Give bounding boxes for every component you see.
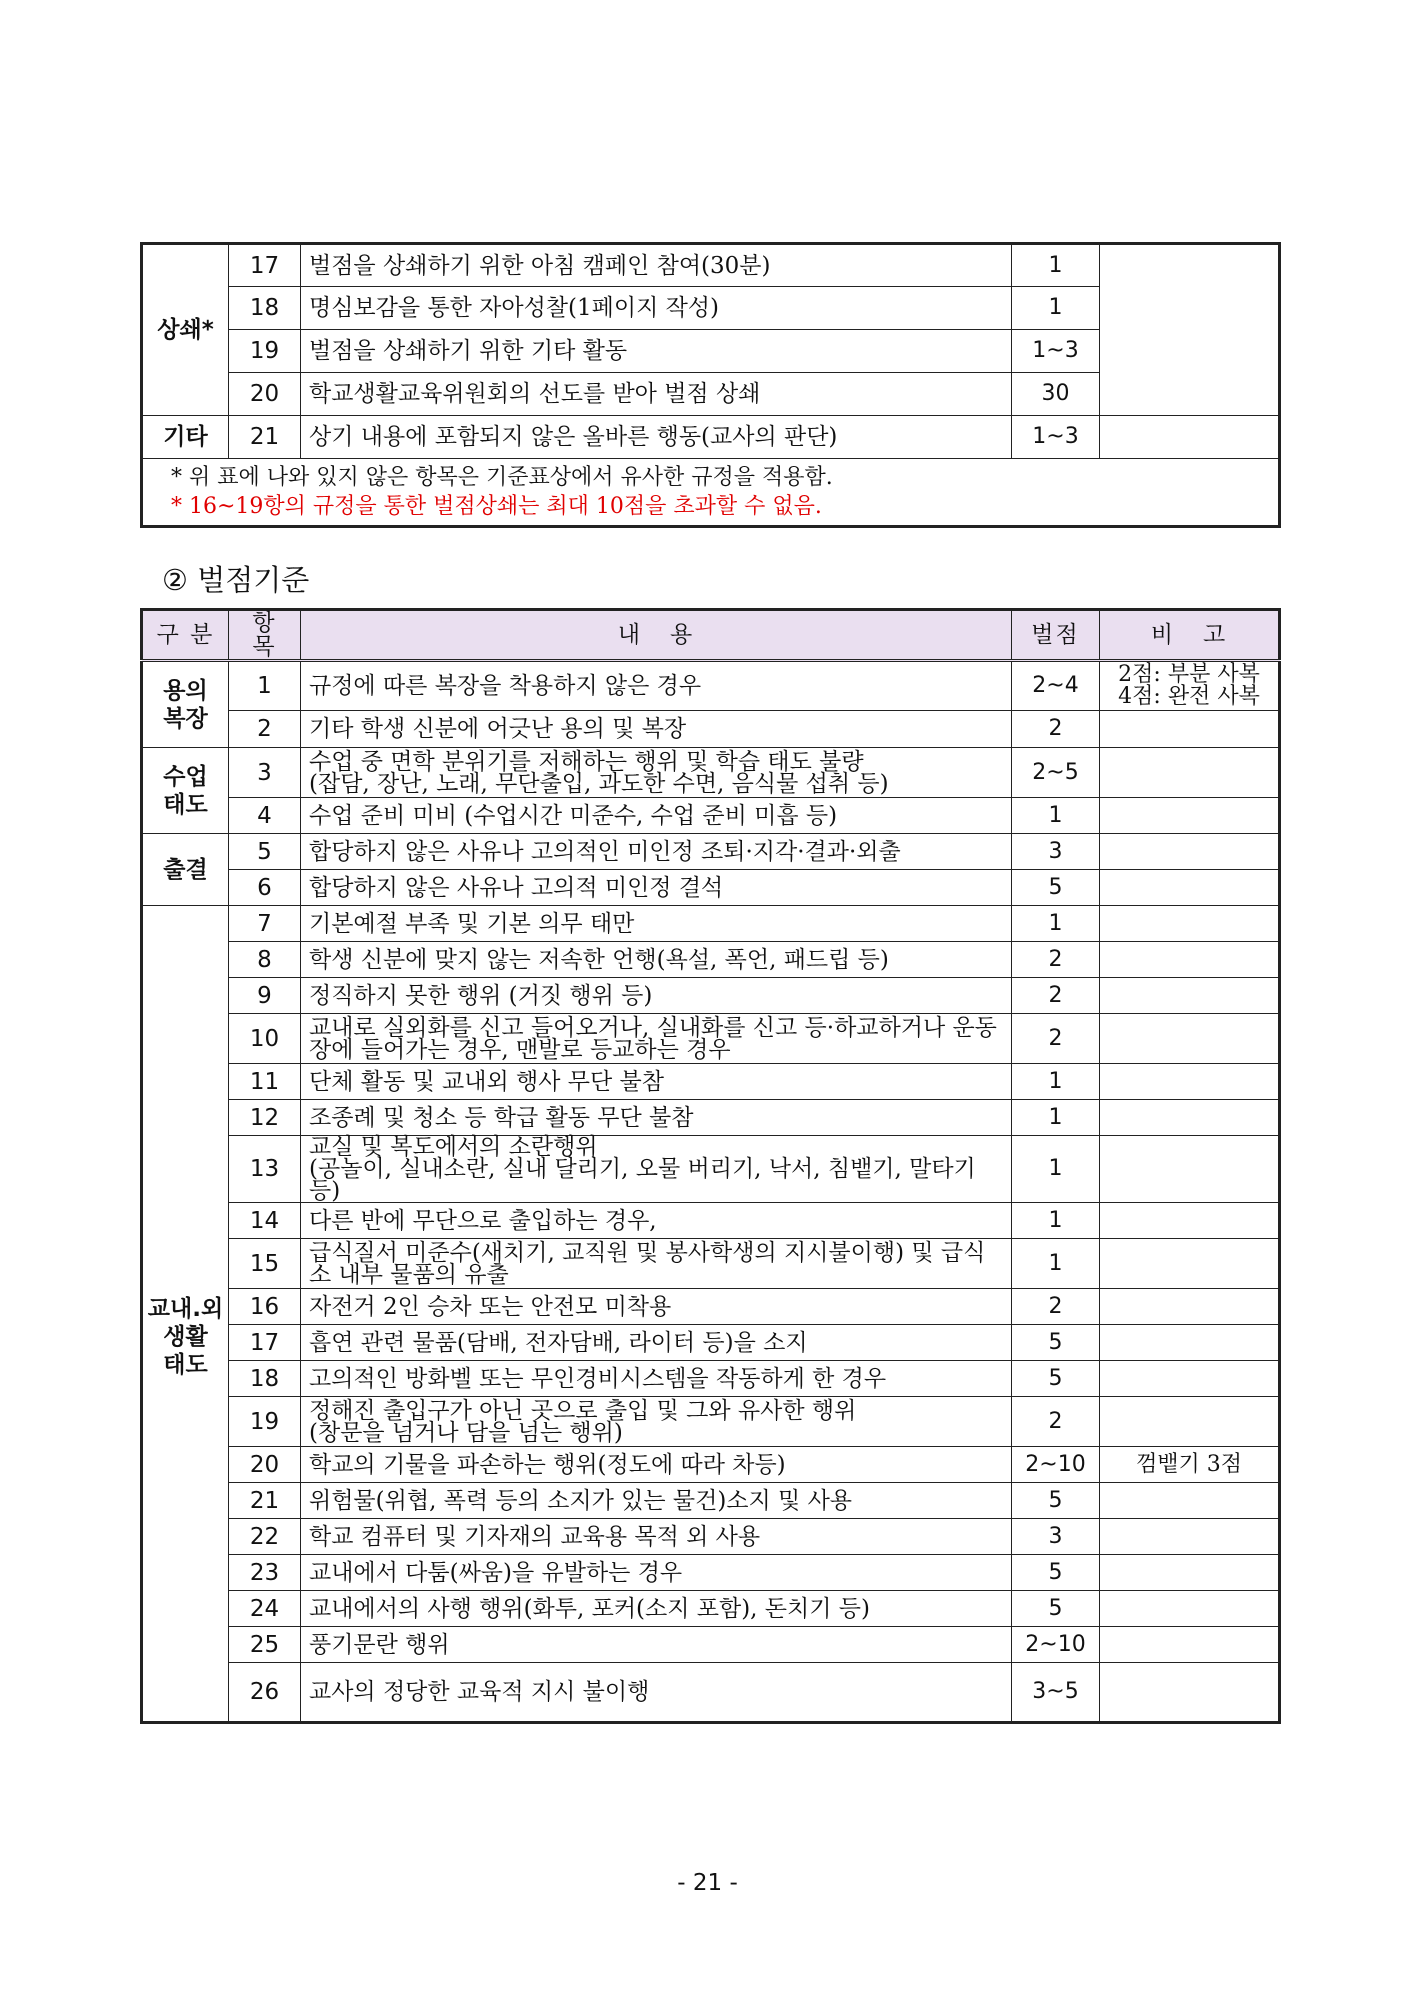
item-number: 8 bbox=[229, 942, 301, 978]
table-row bbox=[142, 1591, 1280, 1627]
item-remark bbox=[1100, 834, 1280, 870]
item-number: 15 bbox=[229, 1239, 301, 1289]
item-points: 2 bbox=[1012, 1397, 1100, 1447]
item-content: 학교생활교육위원회의 선도를 받아 벌점 상쇄 bbox=[301, 373, 1012, 416]
item-points: 2~5 bbox=[1012, 748, 1100, 798]
item-points: 1 bbox=[1012, 1203, 1100, 1239]
item-points: 5 bbox=[1012, 1483, 1100, 1519]
item-remark bbox=[1100, 1361, 1280, 1397]
header-category: 구 분 bbox=[142, 610, 229, 661]
category-attire: 용의 복장 bbox=[142, 661, 229, 748]
item-content: 벌점을 상쇄하기 위한 기타 활동 bbox=[301, 330, 1012, 373]
item-remark bbox=[1100, 1203, 1280, 1239]
item-content: 기타 학생 신분에 어긋난 용의 및 복장 bbox=[301, 711, 1012, 748]
item-points: 1 bbox=[1012, 798, 1100, 834]
item-points: 5 bbox=[1012, 870, 1100, 906]
item-number: 20 bbox=[229, 1447, 301, 1483]
item-remark bbox=[1100, 1519, 1280, 1555]
item-remark: 2점: 부분 사복 4점: 완전 사복 bbox=[1100, 661, 1280, 711]
table-row bbox=[142, 1064, 1280, 1100]
note-offset-limit: * 16~19항의 규정을 통한 벌점상쇄는 최대 10점을 초과할 수 없음. bbox=[171, 494, 822, 519]
item-number: 11 bbox=[229, 1064, 301, 1100]
item-remark bbox=[1100, 1239, 1280, 1289]
table-row bbox=[142, 1627, 1280, 1663]
item-content: 명심보감을 통한 자아성찰(1페이지 작성) bbox=[301, 287, 1012, 330]
item-content: 수업 중 면학 분위기를 저해하는 행위 및 학습 태도 불량 (잡담, 장난, 노래, 무단출입, 과도한 수면, 음식물 섭취 등) bbox=[301, 748, 1012, 798]
item-content: 합당하지 않은 사유나 고의적인 미인정 조퇴·지각·결과·외출 bbox=[301, 834, 1012, 870]
item-content: 교실 및 복도에서의 소란행위 (공놀이, 실내소란, 실내 달리기, 오물 버리기, 낙서, 침뱉기, 말타기 등) bbox=[301, 1136, 1012, 1203]
item-number: 12 bbox=[229, 1100, 301, 1136]
item-points: 2~4 bbox=[1012, 661, 1100, 711]
item-number: 2 bbox=[229, 711, 301, 748]
item-content: 자전거 2인 승차 또는 안전모 미착용 bbox=[301, 1289, 1012, 1325]
offset-points-table bbox=[140, 242, 1281, 528]
item-remark bbox=[1100, 711, 1280, 748]
table-row bbox=[142, 1397, 1280, 1447]
item-remark bbox=[1100, 1627, 1280, 1663]
item-number: 18 bbox=[229, 1361, 301, 1397]
item-content: 급식질서 미준수(새치기, 교직원 및 봉사학생의 지시불이행) 및 급식소 내부 물품의 유출 bbox=[301, 1239, 1012, 1289]
table-row bbox=[142, 1289, 1280, 1325]
item-content: 벌점을 상쇄하기 위한 아침 캠페인 참여(30분) bbox=[301, 244, 1012, 287]
item-content: 학교의 기물을 파손하는 행위(정도에 따라 차등) bbox=[301, 1447, 1012, 1483]
item-content: 합당하지 않은 사유나 고의적 미인정 결석 bbox=[301, 870, 1012, 906]
notes-cell bbox=[142, 459, 1280, 527]
item-remark bbox=[1100, 870, 1280, 906]
table-row bbox=[142, 1325, 1280, 1361]
item-content: 학교 컴퓨터 및 기자재의 교육용 목적 외 사용 bbox=[301, 1519, 1012, 1555]
item-content: 학생 신분에 맞지 않는 저속한 언행(욕설, 폭언, 패드립 등) bbox=[301, 942, 1012, 978]
item-content: 교사의 정당한 교육적 지시 불이행 bbox=[301, 1663, 1012, 1723]
item-remark bbox=[1100, 978, 1280, 1014]
section-heading: ② 벌점기준 bbox=[162, 563, 310, 597]
remark-cell bbox=[1100, 244, 1280, 416]
table-row bbox=[142, 798, 1280, 834]
table-row bbox=[142, 1014, 1280, 1064]
item-points: 1 bbox=[1012, 244, 1100, 287]
item-remark bbox=[1100, 1397, 1280, 1447]
category-class: 수업 태도 bbox=[142, 748, 229, 834]
item-remark bbox=[1100, 906, 1280, 942]
item-points: 3~5 bbox=[1012, 1663, 1100, 1723]
item-content: 정해진 출입구가 아닌 곳으로 출입 및 그와 유사한 행위 (창문을 넘거나 담을 넘는 행위) bbox=[301, 1397, 1012, 1447]
item-number: 17 bbox=[229, 244, 301, 287]
item-points: 1~3 bbox=[1012, 330, 1100, 373]
item-points: 1 bbox=[1012, 1064, 1100, 1100]
item-number: 3 bbox=[229, 748, 301, 798]
item-content: 다른 반에 무단으로 출입하는 경우, bbox=[301, 1203, 1012, 1239]
item-points: 2~10 bbox=[1012, 1627, 1100, 1663]
table-row bbox=[142, 1663, 1280, 1723]
item-number: 24 bbox=[229, 1591, 301, 1627]
item-number: 4 bbox=[229, 798, 301, 834]
item-number: 25 bbox=[229, 1627, 301, 1663]
item-content: 상기 내용에 포함되지 않은 올바른 행동(교사의 판단) bbox=[301, 416, 1012, 459]
item-remark bbox=[1100, 1289, 1280, 1325]
table-row bbox=[142, 1136, 1280, 1203]
item-points: 5 bbox=[1012, 1555, 1100, 1591]
item-points: 2 bbox=[1012, 942, 1100, 978]
item-content: 단체 활동 및 교내외 행사 무단 불참 bbox=[301, 1064, 1012, 1100]
table-row bbox=[142, 1447, 1280, 1483]
item-remark bbox=[1100, 1136, 1280, 1203]
item-remark: 껌뱉기 3점 bbox=[1100, 1447, 1280, 1483]
item-points: 1 bbox=[1012, 287, 1100, 330]
item-points: 2 bbox=[1012, 978, 1100, 1014]
item-number: 17 bbox=[229, 1325, 301, 1361]
item-content: 정직하지 못한 행위 (거짓 행위 등) bbox=[301, 978, 1012, 1014]
item-points: 5 bbox=[1012, 1361, 1100, 1397]
header-item: 항 목 bbox=[229, 610, 301, 661]
item-points: 1 bbox=[1012, 1136, 1100, 1203]
table-row bbox=[142, 1100, 1280, 1136]
item-points: 3 bbox=[1012, 834, 1100, 870]
item-content: 흡연 관련 물품(담배, 전자담배, 라이터 등)을 소지 bbox=[301, 1325, 1012, 1361]
item-points: 1 bbox=[1012, 906, 1100, 942]
item-remark bbox=[1100, 942, 1280, 978]
header-content: 내 용 bbox=[301, 610, 1012, 661]
remark-cell bbox=[1100, 416, 1280, 459]
item-points: 30 bbox=[1012, 373, 1100, 416]
item-remark bbox=[1100, 1064, 1280, 1100]
item-points: 2 bbox=[1012, 1014, 1100, 1064]
table-row bbox=[142, 942, 1280, 978]
table-row bbox=[142, 416, 1280, 459]
category-life: 교내.외 생활 태도 bbox=[142, 906, 229, 1723]
table-row bbox=[142, 748, 1280, 798]
item-content: 조종례 및 청소 등 학급 활동 무단 불참 bbox=[301, 1100, 1012, 1136]
item-points: 5 bbox=[1012, 1325, 1100, 1361]
item-points: 1 bbox=[1012, 1239, 1100, 1289]
item-number: 14 bbox=[229, 1203, 301, 1239]
item-points: 2 bbox=[1012, 1289, 1100, 1325]
item-number: 19 bbox=[229, 1397, 301, 1447]
item-content: 교내에서 다툼(싸움)을 유발하는 경우 bbox=[301, 1555, 1012, 1591]
item-content: 기본예절 부족 및 기본 의무 태만 bbox=[301, 906, 1012, 942]
item-remark bbox=[1100, 1663, 1280, 1723]
item-number: 1 bbox=[229, 661, 301, 711]
item-points: 3 bbox=[1012, 1519, 1100, 1555]
item-remark bbox=[1100, 1100, 1280, 1136]
item-points: 5 bbox=[1012, 1591, 1100, 1627]
table-row bbox=[142, 1483, 1280, 1519]
item-remark bbox=[1100, 1483, 1280, 1519]
table-row bbox=[142, 244, 1280, 287]
item-number: 7 bbox=[229, 906, 301, 942]
item-remark bbox=[1100, 1555, 1280, 1591]
category-attendance: 출결 bbox=[142, 834, 229, 906]
header-remark: 비 고 bbox=[1100, 610, 1280, 661]
item-number: 22 bbox=[229, 1519, 301, 1555]
item-content: 위험물(위협, 폭력 등의 소지가 있는 물건)소지 및 사용 bbox=[301, 1483, 1012, 1519]
item-number: 13 bbox=[229, 1136, 301, 1203]
table-row bbox=[142, 711, 1280, 748]
table-row bbox=[142, 1361, 1280, 1397]
item-number: 23 bbox=[229, 1555, 301, 1591]
item-number: 18 bbox=[229, 287, 301, 330]
item-number: 9 bbox=[229, 978, 301, 1014]
item-points: 2~10 bbox=[1012, 1447, 1100, 1483]
note-row bbox=[142, 459, 1280, 527]
item-content: 고의적인 방화벨 또는 무인경비시스템을 작동하게 한 경우 bbox=[301, 1361, 1012, 1397]
item-remark bbox=[1100, 748, 1280, 798]
item-content: 규정에 따른 복장을 착용하지 않은 경우 bbox=[301, 661, 1012, 711]
item-content: 교내에서의 사행 행위(화투, 포커(소지 포함), 돈치기 등) bbox=[301, 1591, 1012, 1627]
item-number: 20 bbox=[229, 373, 301, 416]
table-row bbox=[142, 1203, 1280, 1239]
table-row bbox=[142, 870, 1280, 906]
item-remark bbox=[1100, 1325, 1280, 1361]
table-row bbox=[142, 661, 1280, 711]
item-content: 풍기문란 행위 bbox=[301, 1627, 1012, 1663]
item-content: 교내로 실외화를 신고 들어오거나, 실내화를 신고 등·하교하거나 운동장에 들어가는 경우, 맨발로 등교하는 경우 bbox=[301, 1014, 1012, 1064]
item-number: 21 bbox=[229, 416, 301, 459]
table-row bbox=[142, 906, 1280, 942]
table-row bbox=[142, 1519, 1280, 1555]
item-remark bbox=[1100, 1591, 1280, 1627]
item-number: 26 bbox=[229, 1663, 301, 1723]
item-content: 수업 준비 미비 (수업시간 미준수, 수업 준비 미흡 등) bbox=[301, 798, 1012, 834]
item-points: 1~3 bbox=[1012, 416, 1100, 459]
category-cell: 기타 bbox=[142, 416, 229, 459]
item-points: 2 bbox=[1012, 711, 1100, 748]
category-cell: 상쇄* bbox=[142, 244, 229, 416]
item-points: 1 bbox=[1012, 1100, 1100, 1136]
item-number: 6 bbox=[229, 870, 301, 906]
demerit-criteria-table bbox=[140, 608, 1281, 1724]
item-remark bbox=[1100, 1014, 1280, 1064]
table-row bbox=[142, 978, 1280, 1014]
item-number: 5 bbox=[229, 834, 301, 870]
item-remark bbox=[1100, 798, 1280, 834]
item-number: 21 bbox=[229, 1483, 301, 1519]
header-points: 벌점 bbox=[1012, 610, 1100, 661]
item-number: 10 bbox=[229, 1014, 301, 1064]
table-row bbox=[142, 834, 1280, 870]
table-row bbox=[142, 1239, 1280, 1289]
table-row bbox=[142, 1555, 1280, 1591]
item-number: 16 bbox=[229, 1289, 301, 1325]
page-number: - 21 - bbox=[677, 1870, 738, 1896]
item-number: 19 bbox=[229, 330, 301, 373]
note-general: * 위 표에 나와 있지 않은 항목은 기준표상에서 유사한 규정을 적용함. bbox=[171, 465, 833, 490]
